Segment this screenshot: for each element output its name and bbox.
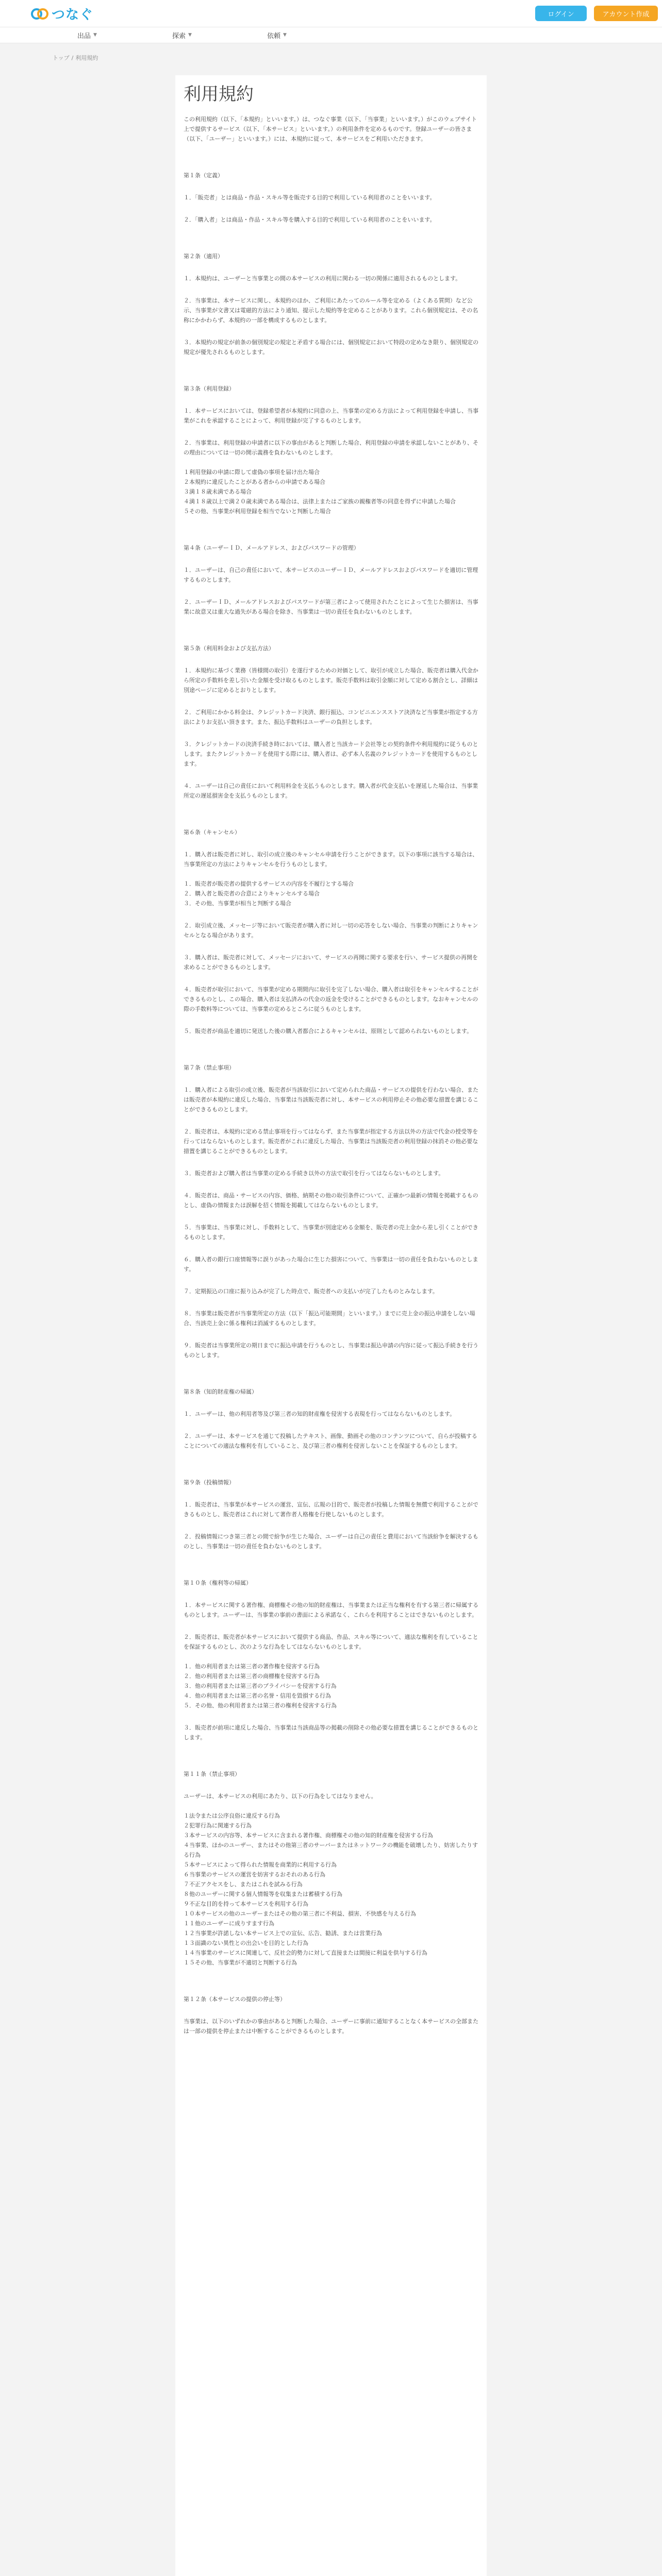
paragraph: １．本規約に基づく業務（皆様間の取引）を遂行するための対価として、取引が成立した場合、販売者は購入代金から所定の手数料を差し引いた金額を受け取るものとします。販売手数料は取引金額に対して定める割合とし、詳細は別途ページに定めるとおりとします。 bbox=[184, 667, 478, 693]
article-heading: 第４条（ユーザーＩＤ、メールアドレス、およびパスワードの管理） bbox=[184, 545, 359, 551]
nav-item-sell[interactable] bbox=[77, 27, 97, 43]
paragraph: １．本規約は、ユーザーと当事業との間の本サービスの利用に関わる一切の関係に適用されるものとします。 bbox=[184, 275, 461, 282]
breadcrumb bbox=[53, 54, 98, 62]
paragraph: ７．定期振込の口座に振り込みが完了した時点で、販売者への支払いが完了したものとみなします。 bbox=[184, 1288, 438, 1295]
chevron-down-icon: ▼ bbox=[93, 32, 97, 38]
paragraph: ３．販売者が前項に違反した場合、当事業は当該商品等の掲載の削除その他必要な措置を講じることができるものとします。 bbox=[184, 1724, 478, 1741]
paragraph: 当事業は、以下のいずれかの事由があると判断した場合、ユーザーに事前に通知することなく本サービスの全部または一部の提供を停止または中断することができるものとします。 bbox=[184, 2018, 478, 2035]
paragraph: １．購入者による取引の成立後、販売者が当該取引において定められた商品・サービスの提供を行わない場合、または販売者が本規約に違反した場合、当事業は当該販売者に対し、本サービスの利用停止その他必要な措置を講じることができるものとします。 bbox=[184, 1087, 478, 1113]
nav-item-label: 依頼 bbox=[267, 32, 281, 40]
article-heading: 第１条（定義） bbox=[184, 172, 223, 179]
paragraph: ３．販売者および購入者は当事業の定める手続き以外の方法で取引を行ってはならないものとします。 bbox=[184, 1170, 444, 1177]
article-heading: 第８条（知的財産権の帰属） bbox=[184, 1388, 257, 1395]
breadcrumb-separator: / bbox=[71, 55, 74, 61]
paragraph: ９．販売者は当事業所定の期日までに振込申請を行うものとし、当事業は振込申請の内容に従って振込手続きを行うものとします。 bbox=[184, 1342, 478, 1359]
create-account-button[interactable]: アカウント作成 bbox=[594, 6, 658, 21]
article-heading: 第３条（利用登録） bbox=[184, 385, 235, 392]
article-heading: 第９条（投稿情報） bbox=[184, 1479, 235, 1486]
paragraph: ３．クレジットカードの決済手続き時においては、購入者と当該カード会社等との契約条件や利用規約に従うものとします。またクレジットカードを使用する際には、購入者は、必ず本人名義のクレジットカードを使用するものとします。 bbox=[184, 741, 478, 767]
paragraph: ５．当事業は、当事業に対し、手数料として、当事業が別途定める金額を、販売者の売上金から差し引くことができるものとします。 bbox=[184, 1224, 478, 1241]
paragraph: １．ユーザーは、自己の責任において、本サービスのユーザーＩＤ、メールアドレスおよびパスワードを適切に管理するものとします。 bbox=[184, 567, 478, 583]
paragraph: ２．販売者は、販売者が本サービスにおいて提供する商品、作品、スキル等について、適法な権利を有していることを保証するものとし、次のような行為をしてはならないものとします。 １．他の利用者または第三者の著作権を侵害する行為 ２．他の利用者または第三者の商標権を侵害する行為 ３．他の利用者または第三者のプライバシーを侵害する行為 ４．他の利用者または第三者の名誉・信用を毀損する行為 ５．その他、他の利用者または第三者の権利を侵害する行為 bbox=[184, 1634, 478, 1709]
article-heading: 第２条（適用） bbox=[184, 253, 223, 260]
paragraph: １．「販売者」とは商品・作品・スキル等を販売する目的で利用している利用者のことをいいます。 bbox=[184, 194, 436, 201]
terms-content bbox=[175, 75, 487, 2576]
paragraph: ２．販売者は、本規約に定める禁止事項を行ってはならず、また当事業が指定する方法以外の方法で代金の授受等を行ってはならないものとします。販売者がこれに違反した場合、当事業は当該販売者の利用登録の抹消その他必要な措置を講じることができるものとします。 bbox=[184, 1128, 478, 1155]
nav-item-request[interactable] bbox=[267, 27, 287, 43]
site-header bbox=[0, 0, 662, 27]
paragraph: ２．ご利用にかかる料金は、クレジットカード決済、銀行振込、コンビニエンスストア決済など当事業が指定する方法によりお支払い頂きます。また、振込手数料はユーザーの負担とします。 bbox=[184, 709, 478, 725]
paragraph: ２．取引成立後、メッセージ等において販売者が購入者に対し一切の応答をしない場合、当事業の判断によりキャンセルとなる場合があります。 bbox=[184, 922, 478, 939]
paragraph: ５．販売者が商品を適切に発送した後の購入者都合によるキャンセルは、原則として認められないものとします。 bbox=[184, 1028, 473, 1035]
paragraph: ４．販売者が取引において、当事業が定める期間内に取引を完了しない場合、購入者は取引をキャンセルすることができるものとし、この場合、購入者は支払済みの代金の返金を受けることができるものとします。なおキャンセルの際の手数料等については、当事業の定めるところに従うものとします。 bbox=[184, 986, 478, 1012]
main-nav bbox=[0, 27, 662, 43]
paragraph: １．本サービスにおいては、登録希望者が本規約に同意の上、当事業の定める方法によって利用登録を申請し、当事業がこれを承認することによって、利用登録が完了するものとします。 bbox=[184, 408, 478, 424]
paragraph: ２．投稿情報につき第三者との間で紛争が生じた場合、ユーザーは自己の責任と費用において当該紛争を解決するものとし、当事業は一切の責任を負わないものとします。 bbox=[184, 1533, 478, 1550]
page-title: 利用規約 bbox=[184, 84, 254, 105]
paragraph: ユーザーは、本サービスの利用にあたり、以下の行為をしてはなりません。 １法令または公序良俗に違反する行為 ２犯罪行為に関連する行為 ３本サービスの内容等、本サービスに含まれる著作権、商標権その他の知的財産権を侵害する行為 ４当事業、ほかのユーザー、またはその他第三者のサーバーまたはネットワークの機能を破壊したり、妨害したりする行為 ５本サービスによって得られた情報を商業的に利用する行為 ６当事業のサービスの運営を妨害するおそれのある行為 ７不正アクセスをし、またはこれを試みる行為 ８他のユーザーに関する個人情報等を収集または蓄積する行為 ９不正な目的を持って本サービスを利用する行為 １０本サービスの他のユーザーまたはその他の第三者に不利益、損害、不快感を与える行為 １１他のユーザーに成りすます行為 １２当事業が許諾しない本サービス上での宣伝、広告、勧誘、または営業行為 １３面識のない異性との出会いを目的とした行為 １４当事業のサービスに関連して、反社会的勢力に対して直接または間接に利益を供与する行為 １５その他、当事業が不適切と判断する行為 bbox=[184, 1793, 478, 1966]
nav-item-explore[interactable] bbox=[172, 27, 192, 43]
paragraph: ２．当事業は、利用登録の申請者に以下の事由があると判断した場合、利用登録の申請を承認しないことがあり、その理由については一切の開示義務を負わないものとします。 １利用登録の申請に際して虚偽の事項を届け出た場合 ２本規約に違反したことがある者からの申請である場合 ３満１８歳未満である場合 ４満１８歳以上で満２０歳未満である場合は、法律上またはご家族の親権者等の同意を得ずに申請した場合 ５その他、当事業が利用登録を相当でないと判断した場合 bbox=[184, 439, 478, 515]
article-heading: 第１２条（本サービスの提供の停止等） bbox=[184, 1996, 286, 2003]
login-button[interactable]: ログイン bbox=[535, 6, 587, 21]
article-heading: 第６条（キャンセル） bbox=[184, 829, 240, 836]
paragraph: ３．購入者は、販売者に対して、メッセージにおいて、サービスの再開に関する要求を行い、サービス提供の再開を求めることができるものとします。 bbox=[184, 954, 478, 971]
paragraph: ２．ユーザーＩＤ、メールアドレスおよびパスワードが第三者によって使用されたことによって生じた損害は、当事業に故意又は重大な過失がある場合を除き、当事業は一切の責任を負わないものとします。 bbox=[184, 599, 478, 615]
nav-item-label: 探索 bbox=[172, 32, 186, 40]
paragraph: ６．購入者の銀行口座情報等に誤りがあった場合に生じた損害について、当事業は一切の責任を負わないものとします。 bbox=[184, 1256, 478, 1273]
nav-item-label: 出品 bbox=[77, 32, 91, 40]
article-heading: 第７条（禁止事項） bbox=[184, 1064, 235, 1071]
paragraph: １．本サービスに関する著作権、商標権その他の知的財産権は、当事業または正当な権利を有する第三者に帰属するものとします。ユーザーは、当事業の事前の書面による承諾なく、これらを利用することはできないものとします。 bbox=[184, 1602, 478, 1618]
site-logo[interactable] bbox=[31, 4, 93, 23]
article-heading: 第１１条（禁止事項） bbox=[184, 1771, 240, 1777]
paragraph: ２．当事業は、本サービスに関し、本規約のほか、ご利用にあたってのルール等を定める（よくある質問）など公示、当事業が文書又は電磁的方法により通知、提示した規約等を定めることがあります。これら個別規定は、その名称にかかわらず、本規約の一部を構成するものとします。 bbox=[184, 297, 478, 324]
breadcrumb-home-link[interactable]: トップ bbox=[53, 55, 70, 61]
article-heading: 第１０条（権利等の帰属） bbox=[184, 1580, 252, 1586]
paragraph: ２．ユーザーは、本サービスを通じて投稿したテキスト、画像、動画その他のコンテンツについて、自らが投稿することについての適法な権利を有していること、及び第三者の権利を侵害しないことを保証するものとします。 bbox=[184, 1433, 477, 1449]
chevron-down-icon: ▼ bbox=[283, 32, 287, 38]
paragraph: ８．当事業は販売者が当事業所定の方法（以下「振込可能期間」といいます。）までに売上金の振込申請をしない場合、当該売上金に係る権利は消滅するものとします。 bbox=[184, 1310, 475, 1327]
paragraph: ２．「購入者」とは商品・作品・スキル等を購入する目的で利用している利用者のことをいいます。 bbox=[184, 216, 436, 223]
breadcrumb-current: 利用規約 bbox=[75, 55, 98, 61]
article-heading: 第５条（利用料金および支払方法） bbox=[184, 645, 274, 652]
paragraph: ４．ユーザーは自己の責任において利用料金を支払うものとします。購入者が代金支払いを遅延した場合は、当事業所定の遅延損害金を支払うものとします。 bbox=[184, 783, 478, 799]
chevron-down-icon: ▼ bbox=[188, 32, 192, 38]
paragraph: ３．本規約の規定が前条の個別規定の規定と矛盾する場合には、個別規定において特段の定めなき限り、個別規定の規定が優先されるものとします。 bbox=[184, 339, 478, 355]
logo-icon bbox=[31, 5, 48, 23]
paragraph: １．購入者は販売者に対し、取引の成立後のキャンセル申請を行うことができます。以下の事項に該当する場合は、当事業所定の方法によりキャンセルを行うものとします。 １．販売者が販売者の提供するサービスの内容を不履行とする場合 ２．購入者と販売者の合意によりキャンセルする場合 ３．その他、当事業が相当と判断する場合 bbox=[184, 851, 478, 907]
paragraph: １．販売者は、当事業が本サービスの運営、宣伝、広報の目的で、販売者が投稿した情報を無償で利用することができるものとし、販売者はこれに対して著作者人格権を行使しないものとします。 bbox=[184, 1501, 478, 1518]
paragraph: ４．販売者は、商品・サービスの内容、価格、納期その他の取引条件について、正確かつ最新の情報を掲載するものとし、虚偽の情報または誤解を招く情報を掲載してはならないものとします。 bbox=[184, 1192, 478, 1209]
logo-text: つなぐ bbox=[52, 7, 94, 23]
terms-body bbox=[184, 114, 478, 2036]
paragraph: この利用規約（以下、「本規約」といいます。）は、つなぐ事業（以下、「当事業」といいます。）がこのウェブサイト上で提供するサービス（以下、「本サービス」といいます。）の利用条件を定めるものです。登録ユーザーの皆さま（以下、「ユーザー」といいます。）には、本規約に従って、本サービスをご利用いただきます。 bbox=[184, 116, 477, 142]
paragraph: １．ユーザーは、他の利用者等及び第三者の知的財産権を侵害する表現を行ってはならないものとします。 bbox=[184, 1411, 456, 1417]
